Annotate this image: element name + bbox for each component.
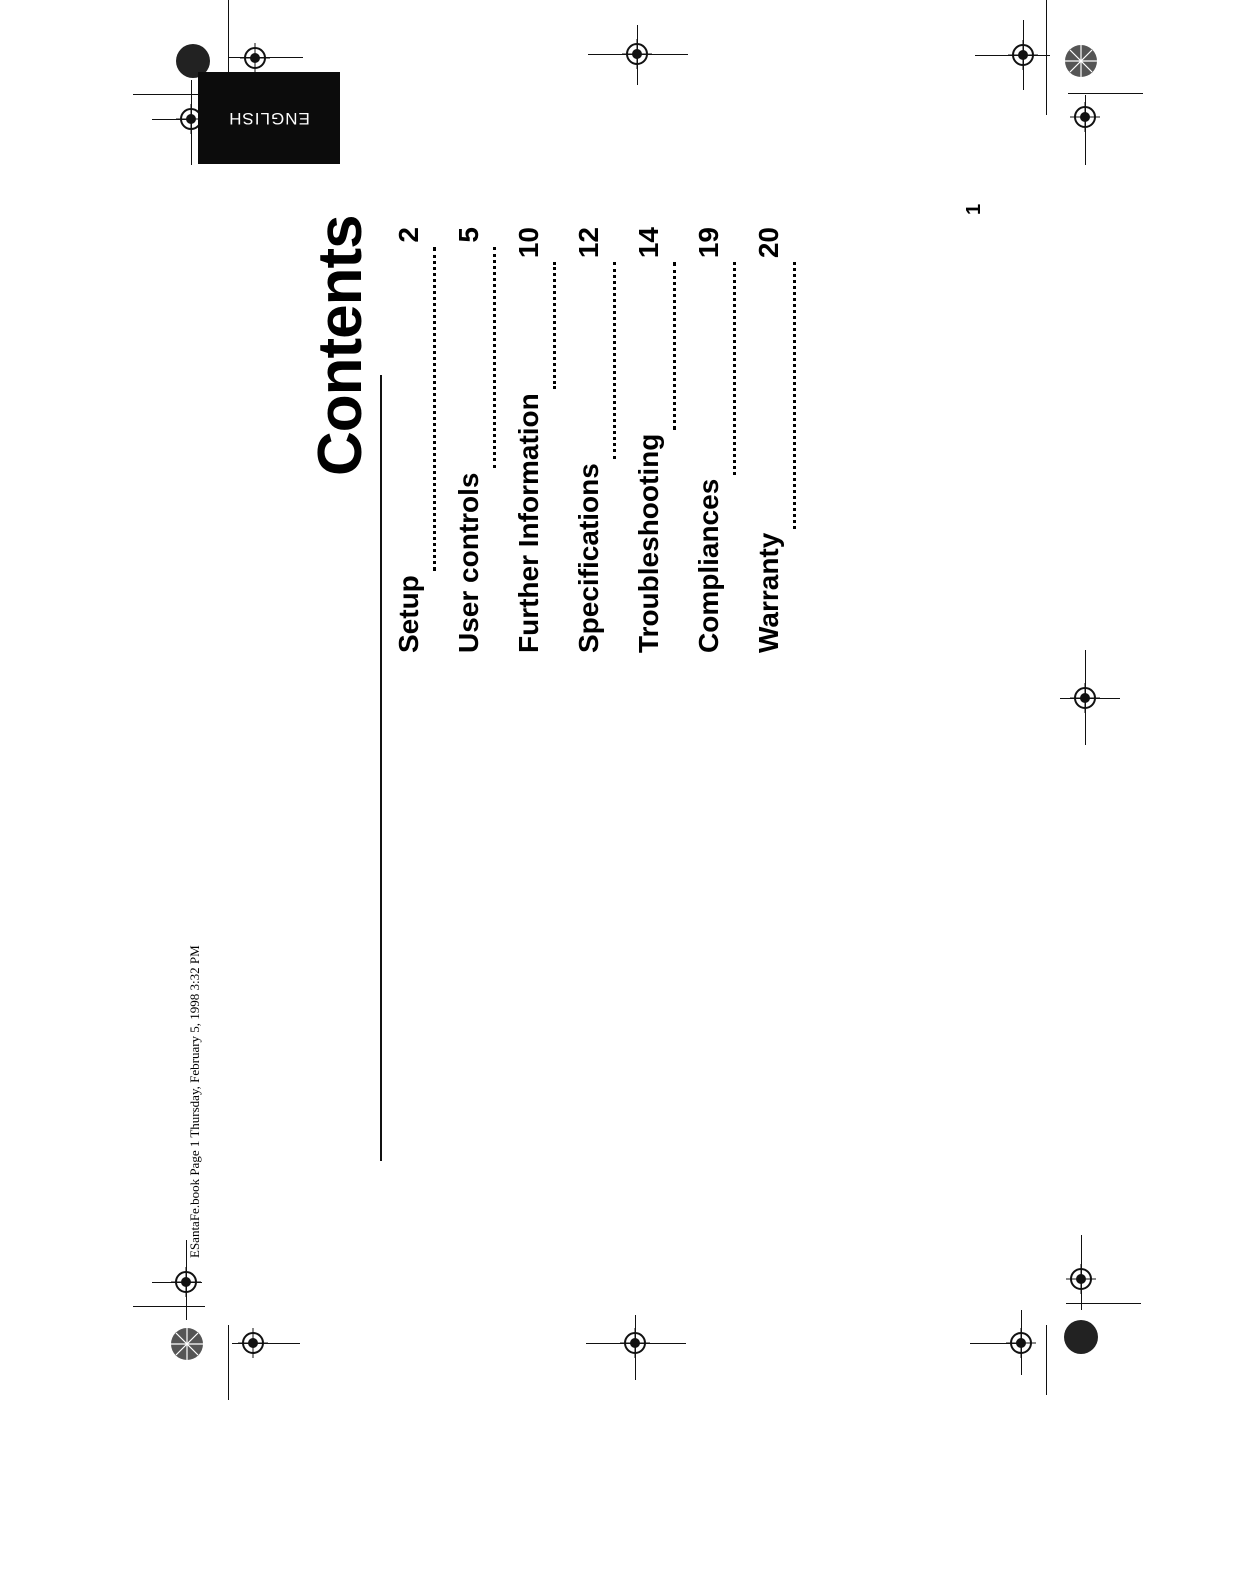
title-rule	[380, 375, 382, 1161]
toc-entry-setup[interactable]	[393, 227, 453, 653]
toc-entry-compliances[interactable]	[693, 227, 753, 653]
toc-entry-page: 20	[753, 227, 784, 259]
toc-entry-label: Warranty	[753, 532, 784, 653]
leader-dots	[787, 262, 796, 529]
toc-entry-label: Setup	[393, 575, 424, 653]
toc-entry-specifications[interactable]	[573, 227, 633, 653]
toc-entry-label: Specifications	[573, 463, 604, 653]
toc-entry-page: 14	[633, 227, 664, 259]
leader-dots	[547, 262, 556, 389]
toc-entry-troubleshooting[interactable]	[633, 227, 693, 653]
leader-dots	[667, 262, 676, 430]
toc-entry-further-information[interactable]	[513, 227, 573, 653]
toc-entry-user-controls[interactable]	[453, 227, 513, 653]
toc-entry-page: 5	[453, 227, 484, 243]
toc-entry-page: 19	[693, 227, 724, 259]
toc-entry-page: 12	[573, 227, 604, 259]
leader-dots	[727, 262, 736, 475]
language-tab-label: ENGLISH	[228, 109, 310, 128]
leader-dots	[487, 247, 496, 469]
toc-entry-page: 10	[513, 227, 544, 259]
toc-entry-warranty[interactable]	[753, 227, 813, 653]
toc-entry-label: Compliances	[693, 478, 724, 653]
page-number: 1	[963, 203, 985, 215]
print-metadata: ESantaFe.book Page 1 Thursday, February 5, 1998 3:32 PM	[187, 945, 202, 1258]
page-title: Contents	[306, 215, 375, 476]
toc-entry-label: User controls	[453, 472, 484, 653]
toc-entry-label: Troubleshooting	[633, 433, 664, 653]
leader-dots	[607, 262, 616, 459]
toc-entry-label: Further Information	[513, 393, 544, 653]
toc-entry-page: 2	[393, 227, 424, 243]
leader-dots	[427, 247, 436, 572]
table-of-contents	[393, 227, 813, 653]
